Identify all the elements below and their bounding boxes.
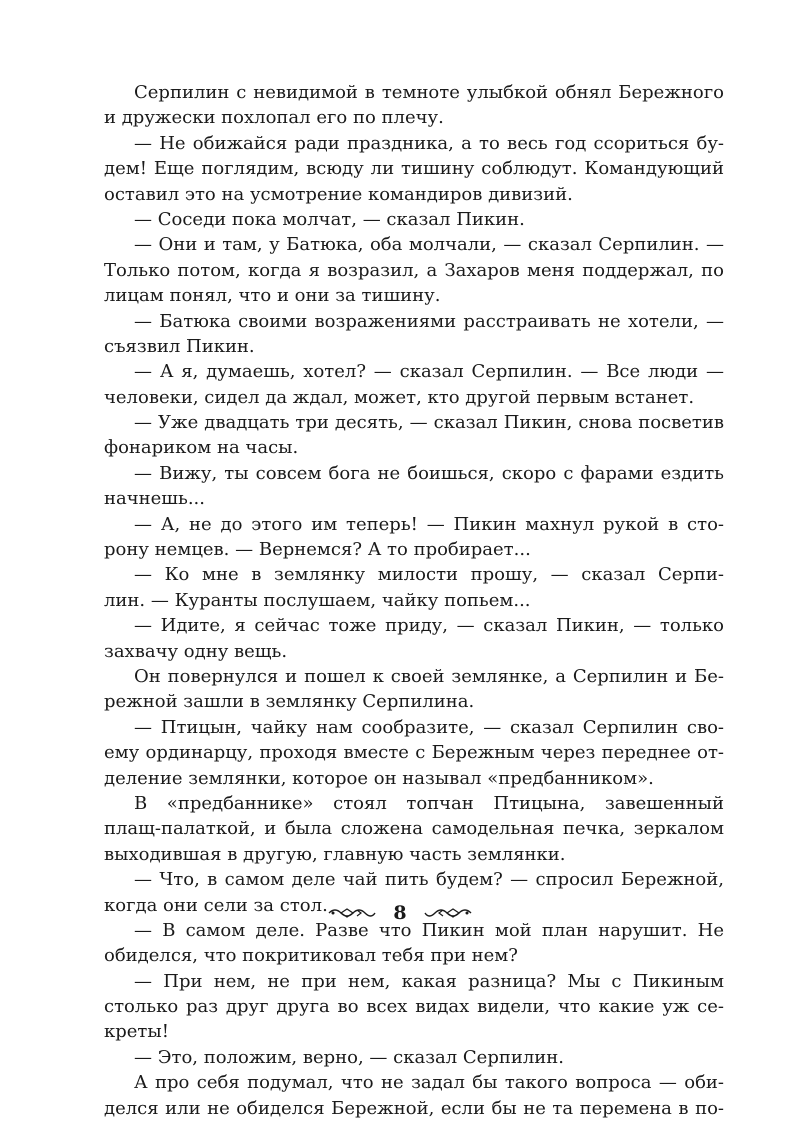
text-line: захвачу одну вещь. xyxy=(104,640,288,662)
text-line: лицам понял, что и они за тишину. xyxy=(104,285,441,307)
text-line: плащ-палаткой, и была сложена самодельная печка, зеркалом xyxy=(104,818,724,840)
text-line: начнешь... xyxy=(104,488,205,510)
text-line: — Соседи пока молчат, — сказал Пикин. xyxy=(134,208,525,230)
text-line: делся или не обиделся Бережной, если бы не та перемена в по- xyxy=(104,1097,724,1119)
text-line: — Идите, я сейчас тоже приду, — сказал Пикин, — только xyxy=(134,615,724,637)
text-line: — Батюка своими возражениями расстраивать не хотели, — xyxy=(134,310,724,332)
text-line: — Они и там, у Батюка, оба молчали, — сказал Серпилин. — xyxy=(134,234,724,256)
text-line: — Это, положим, верно, — сказал Серпилин. xyxy=(134,1046,565,1068)
text-line: Серпилин с невидимой в темноте улыбкой обнял Бережного xyxy=(134,82,724,103)
text-line: А про себя подумал, что не задал бы такого вопроса — оби- xyxy=(134,1072,724,1094)
text-line: креты! xyxy=(104,1021,169,1043)
text-line: съязвил Пикин. xyxy=(104,335,255,357)
right-flourish-ornament-icon xyxy=(423,905,473,921)
text-line: — Уже двадцать три десять, — сказал Пикин, снова посветив xyxy=(134,412,724,434)
page-number: 8 xyxy=(393,902,407,924)
text-line: лин. — Куранты послушаем, чайку попьем... xyxy=(104,589,531,611)
text-line: столько раз друг друга во всех видах видели, что какие уж се- xyxy=(104,996,724,1018)
text-line: — Не обижайся ради праздника, а то весь год ссориться бу- xyxy=(134,132,724,154)
text-line: обиделся, что покритиковал тебя при нем? xyxy=(104,945,518,967)
text-line: и дружески похлопал его по плечу. xyxy=(104,107,444,129)
text-line: — Вижу, ты совсем бога не боишься, скоро с фарами ездить xyxy=(134,462,724,484)
text-line: В «предбаннике» стоял топчан Птицына, завешенный xyxy=(134,792,724,814)
text-line: рону немцев. — Вернемся? А то пробирает... xyxy=(104,539,531,561)
text-line: — При нем, не при нем, какая разница? Мы с Пикиным xyxy=(134,970,724,992)
text-line: — А, не до этого им теперь! — Пикин махнул рукой в сто- xyxy=(134,513,724,535)
text-line: — А я, думаешь, хотел? — сказал Серпилин. — Все люди — xyxy=(134,361,724,383)
text-line: ему ординарцу, проходя вместе с Бережным через переднее от- xyxy=(104,742,724,764)
text-line: дем! Еще поглядим, всюду ли тишину соблюдут. Командующий xyxy=(104,158,724,180)
text-line: фонариком на часы. xyxy=(104,437,299,459)
text-line: — Что, в самом деле чай пить будем? — спросил Бережной, xyxy=(134,869,724,891)
page-footer xyxy=(0,898,800,928)
text-line: оставил это на усмотрение командиров дивизий. xyxy=(104,183,573,205)
text-line: когда они сели за стол. xyxy=(104,894,328,916)
text-line: деление землянки, которое он называл «предбанником». xyxy=(104,767,654,789)
text-line: — В самом деле. Разве что Пикин мой план нарушит. Не xyxy=(134,919,724,941)
text-line: выходившая в другую, главную часть землянки. xyxy=(104,843,566,865)
text-line: Он повернулся и пошел к своей землянке, а Серпилин и Бе- xyxy=(134,665,724,687)
text-line: режной зашли в землянку Серпилина. xyxy=(104,691,475,713)
text-line: Только потом, когда я возразил, а Захаров меня поддержал, по xyxy=(104,259,724,281)
text-line: человеки, сидел да ждал, может, кто другой первым встанет. xyxy=(104,386,695,408)
body-text xyxy=(104,80,724,1121)
text-line: — Ко мне в землянку милости прошу, — сказал Серпи- xyxy=(134,564,724,586)
text-line: — Птицын, чайку нам сообразите, — сказал Серпилин сво- xyxy=(134,716,724,738)
left-flourish-ornament-icon xyxy=(327,905,377,921)
